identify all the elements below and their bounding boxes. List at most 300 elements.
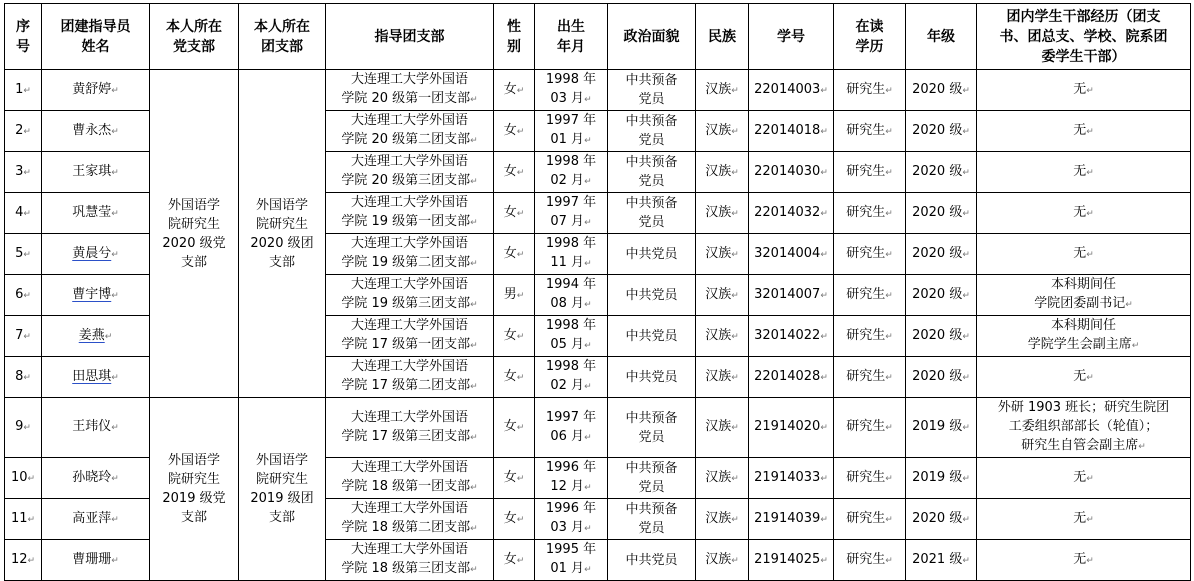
cell-end-mark: ↵ bbox=[111, 167, 119, 178]
cell-end-mark: ↵ bbox=[885, 372, 893, 383]
cell-political-line: 中共党员 bbox=[625, 328, 678, 344]
cell-guided-branch bbox=[326, 540, 494, 581]
cell-education bbox=[834, 398, 906, 458]
cell-student-id-text: 22014003 bbox=[754, 81, 821, 97]
cell-grade-text: 2020 级 bbox=[912, 122, 963, 138]
cell-ethnic bbox=[696, 111, 749, 152]
cell-grade bbox=[906, 398, 977, 458]
cell-student-id-text: 22014030 bbox=[754, 163, 821, 179]
cell-birth-line: 11 月↵ bbox=[550, 255, 592, 270]
cell-end-mark: ↵ bbox=[111, 555, 119, 566]
cell-end-mark: ↵ bbox=[962, 167, 970, 178]
cell-political bbox=[608, 193, 696, 234]
cell-no bbox=[5, 70, 42, 111]
cell-end-mark: ↵ bbox=[962, 85, 970, 96]
cell-gender bbox=[494, 193, 535, 234]
cell-education-text: 研究生 bbox=[846, 469, 886, 485]
cell-student-id-text: 32014022 bbox=[754, 327, 821, 343]
cell-guided-branch-line: 大连理工大学外国语 bbox=[350, 542, 468, 557]
header-col-political-line: 政治面貌 bbox=[623, 28, 680, 45]
cell-end-mark: ↵ bbox=[516, 555, 525, 566]
cell-party-branch bbox=[150, 70, 239, 398]
cell-experience-line: 无↵ bbox=[1073, 204, 1094, 220]
cell-end-mark: ↵ bbox=[111, 290, 119, 301]
cell-birth-line: 1997 年 bbox=[545, 113, 597, 128]
cell-education-text: 研究生 bbox=[846, 551, 886, 567]
cell-gender-text: 女 bbox=[503, 419, 517, 434]
cell-ethnic bbox=[696, 316, 749, 357]
cell-education-text: 研究生 bbox=[846, 81, 886, 97]
cell-birth bbox=[535, 152, 608, 193]
cell-name-text: 高亚萍 bbox=[72, 510, 112, 526]
cell-end-mark: ↵ bbox=[470, 259, 478, 269]
cell-birth-line: 1996 年 bbox=[545, 460, 597, 475]
cell-end-mark: ↵ bbox=[962, 331, 970, 342]
cell-end-mark: ↵ bbox=[885, 290, 893, 301]
cell-experience bbox=[977, 152, 1191, 193]
cell-no-text: 1 bbox=[15, 81, 24, 97]
cell-experience-line: 外研 1903 班长；研究生院团 bbox=[997, 400, 1170, 415]
cell-name-text: 黄舒婷 bbox=[72, 81, 112, 97]
header-col-guided-branch bbox=[326, 4, 494, 70]
cell-ethnic-text: 汉族 bbox=[705, 286, 732, 302]
cell-student-id-text: 22014032 bbox=[754, 204, 821, 220]
cell-grade bbox=[906, 316, 977, 357]
document-page bbox=[4, 3, 1191, 581]
cell-end-mark: ↵ bbox=[23, 423, 31, 433]
cell-end-mark: ↵ bbox=[731, 126, 739, 137]
cell-name-text: 黄晨兮 bbox=[72, 245, 112, 261]
cell-student-id bbox=[749, 275, 834, 316]
header-col-birth-line: 出生 bbox=[557, 18, 585, 35]
cell-birth-line: 06 月↵ bbox=[550, 428, 592, 444]
cell-ethnic-text: 汉族 bbox=[705, 327, 732, 343]
cell-end-mark: ↵ bbox=[111, 473, 119, 484]
cell-league-branch-line: 院研究生 bbox=[255, 216, 308, 232]
cell-end-mark: ↵ bbox=[470, 341, 478, 351]
cell-end-mark: ↵ bbox=[1086, 473, 1094, 484]
cell-grade-text: 2020 级 bbox=[912, 163, 963, 179]
cell-guided-branch-line: 大连理工大学外国语 bbox=[350, 72, 468, 87]
cell-education bbox=[834, 152, 906, 193]
cell-grade bbox=[906, 458, 977, 499]
cell-experience bbox=[977, 316, 1191, 357]
header-col-education-line: 学历 bbox=[855, 38, 884, 55]
cell-name bbox=[42, 152, 150, 193]
cell-name bbox=[42, 234, 150, 275]
cell-end-mark: ↵ bbox=[962, 290, 970, 301]
cell-gender bbox=[494, 70, 535, 111]
cell-political-line: 中共预备 bbox=[625, 114, 678, 129]
cell-end-mark: ↵ bbox=[111, 372, 119, 383]
cell-guided-branch-line: 学院 19 级第三团支部↵ bbox=[341, 296, 478, 311]
cell-end-mark: ↵ bbox=[962, 372, 970, 383]
header-col-league-branch bbox=[239, 4, 326, 70]
cell-name-text: 曹永杰 bbox=[72, 122, 112, 138]
cell-party-branch-line: 支部 bbox=[180, 254, 207, 270]
cell-grade-text: 2020 级 bbox=[912, 286, 963, 302]
cell-end-mark: ↵ bbox=[820, 514, 828, 525]
cell-political bbox=[608, 458, 696, 499]
cell-name-text: 曹珊珊 bbox=[72, 551, 112, 567]
cell-end-mark: ↵ bbox=[111, 423, 119, 433]
cell-name bbox=[42, 193, 150, 234]
cell-guided-branch-line: 学院 19 级第一团支部↵ bbox=[341, 214, 478, 229]
cell-birth bbox=[535, 316, 608, 357]
cell-guided-branch bbox=[326, 275, 494, 316]
cell-name bbox=[42, 398, 150, 458]
cell-end-mark: ↵ bbox=[885, 208, 893, 219]
header-col-gender-line: 性 bbox=[507, 18, 521, 35]
cell-ethnic bbox=[696, 193, 749, 234]
cell-grade-text: 2020 级 bbox=[912, 368, 963, 384]
header-col-gender-line: 别 bbox=[507, 38, 521, 55]
cell-end-mark: ↵ bbox=[820, 331, 828, 342]
header-col-student-id-line: 学号 bbox=[777, 28, 805, 45]
cell-education bbox=[834, 540, 906, 581]
cell-end-mark: ↵ bbox=[885, 126, 893, 137]
cell-end-mark: ↵ bbox=[820, 555, 828, 566]
header-col-education-line: 在读 bbox=[855, 18, 884, 35]
cell-end-mark: ↵ bbox=[584, 432, 592, 443]
cell-gender-text: 女 bbox=[503, 81, 517, 97]
cell-end-mark: ↵ bbox=[885, 473, 893, 484]
cell-birth bbox=[535, 458, 608, 499]
cell-experience bbox=[977, 70, 1191, 111]
cell-birth bbox=[535, 357, 608, 398]
cell-birth-line: 1998 年 bbox=[545, 72, 597, 87]
cell-gender bbox=[494, 152, 535, 193]
cell-end-mark: ↵ bbox=[820, 167, 828, 178]
cell-end-mark: ↵ bbox=[23, 331, 31, 342]
cell-birth-line: 1998 年 bbox=[545, 318, 597, 333]
cell-political bbox=[608, 152, 696, 193]
cell-student-id bbox=[749, 499, 834, 540]
cell-name-text: 王家琪 bbox=[72, 163, 112, 179]
header-col-party-branch-line: 本人所在 bbox=[166, 18, 222, 35]
header-col-experience-line: 书、团总支、学校、院系团 bbox=[999, 28, 1168, 45]
cell-experience bbox=[977, 275, 1191, 316]
cell-end-mark: ↵ bbox=[516, 372, 525, 383]
cell-end-mark: ↵ bbox=[111, 514, 119, 525]
cell-name-text: 孙晓玲 bbox=[72, 469, 112, 485]
cell-education bbox=[834, 316, 906, 357]
cell-end-mark: ↵ bbox=[111, 126, 119, 137]
cell-birth bbox=[535, 111, 608, 152]
cell-birth-line: 05 月↵ bbox=[550, 337, 592, 352]
cell-guided-branch-line: 大连理工大学外国语 bbox=[350, 113, 468, 128]
cell-birth bbox=[535, 499, 608, 540]
cell-political-line: 中共预备 bbox=[625, 73, 678, 88]
cell-no-text: 10 bbox=[10, 469, 28, 485]
cell-political-line: 中共党员 bbox=[625, 287, 678, 303]
cell-student-id bbox=[749, 111, 834, 152]
cell-gender-text: 女 bbox=[503, 204, 517, 220]
cell-experience-line: 无↵ bbox=[1073, 163, 1094, 179]
cell-experience-line: 学院团委副书记↵ bbox=[1034, 296, 1133, 311]
cell-end-mark: ↵ bbox=[516, 208, 525, 219]
cell-political-line: 中共预备 bbox=[625, 196, 678, 211]
header-col-league-branch-line: 本人所在 bbox=[254, 18, 310, 35]
cell-end-mark: ↵ bbox=[885, 555, 893, 566]
cell-end-mark: ↵ bbox=[885, 514, 893, 525]
cell-gender-text: 女 bbox=[503, 163, 517, 179]
cell-end-mark: ↵ bbox=[885, 167, 893, 178]
cell-guided-branch-line: 学院 20 级第二团支部↵ bbox=[341, 132, 478, 147]
header-col-no-line: 号 bbox=[16, 38, 30, 55]
cell-league-branch-line: 2019 级团 bbox=[250, 491, 314, 506]
header-col-party-branch bbox=[150, 4, 239, 70]
cell-political-line: 党员 bbox=[638, 521, 665, 536]
cell-end-mark: ↵ bbox=[731, 473, 739, 484]
cell-education-text: 研究生 bbox=[846, 245, 886, 261]
cell-birth-line: 1994 年 bbox=[545, 277, 597, 292]
cell-experience-line: 本科期间任 bbox=[1050, 318, 1116, 333]
header-col-experience bbox=[977, 4, 1191, 70]
cell-end-mark: ↵ bbox=[584, 341, 592, 351]
cell-grade-text: 2020 级 bbox=[912, 327, 963, 343]
cell-birth-line: 01 月↵ bbox=[550, 132, 592, 147]
cell-experience-line: 无↵ bbox=[1073, 551, 1094, 567]
cell-student-id-text: 21914033 bbox=[754, 469, 821, 485]
cell-guided-branch-line: 大连理工大学外国语 bbox=[350, 236, 468, 251]
cell-political bbox=[608, 357, 696, 398]
cell-ethnic-text: 汉族 bbox=[705, 510, 732, 526]
cell-league-branch-line: 支部 bbox=[268, 254, 295, 270]
cell-grade bbox=[906, 357, 977, 398]
cell-education bbox=[834, 357, 906, 398]
cell-ethnic-text: 汉族 bbox=[705, 204, 732, 220]
cell-league-branch-line: 院研究生 bbox=[255, 472, 308, 487]
cell-political bbox=[608, 111, 696, 152]
cell-gender-text: 女 bbox=[503, 469, 517, 485]
cell-birth bbox=[535, 398, 608, 458]
cell-end-mark: ↵ bbox=[820, 473, 828, 484]
cell-no bbox=[5, 193, 42, 234]
cell-student-id bbox=[749, 234, 834, 275]
cell-end-mark: ↵ bbox=[470, 524, 478, 534]
cell-experience bbox=[977, 193, 1191, 234]
header-col-birth-line: 年月 bbox=[557, 38, 585, 55]
cell-end-mark: ↵ bbox=[1086, 126, 1094, 137]
cell-guided-branch-line: 大连理工大学外国语 bbox=[350, 318, 468, 333]
cell-no bbox=[5, 499, 42, 540]
cell-end-mark: ↵ bbox=[584, 136, 592, 146]
cell-experience-line: 无↵ bbox=[1073, 469, 1094, 485]
cell-birth-line: 01 月↵ bbox=[550, 561, 592, 576]
cell-no-text: 2 bbox=[15, 122, 24, 138]
cell-end-mark: ↵ bbox=[1086, 514, 1094, 525]
cell-end-mark: ↵ bbox=[584, 95, 592, 105]
cell-end-mark: ↵ bbox=[470, 136, 478, 146]
cell-guided-branch-line: 学院 17 级第一团支部↵ bbox=[341, 337, 478, 352]
cell-gender bbox=[494, 234, 535, 275]
cell-student-id-text: 32014007 bbox=[754, 286, 821, 302]
cell-guided-branch bbox=[326, 499, 494, 540]
cell-ethnic-text: 汉族 bbox=[705, 81, 732, 97]
cell-guided-branch bbox=[326, 316, 494, 357]
cell-league-branch-line: 外国语学 bbox=[255, 453, 308, 468]
cell-birth-line: 03 月↵ bbox=[550, 91, 592, 106]
cell-education bbox=[834, 458, 906, 499]
cell-end-mark: ↵ bbox=[470, 177, 478, 187]
cell-end-mark: ↵ bbox=[516, 514, 525, 525]
cell-gender-text: 女 bbox=[503, 122, 517, 138]
cell-ethnic-text: 汉族 bbox=[705, 163, 732, 179]
cell-guided-branch-line: 大连理工大学外国语 bbox=[350, 460, 468, 475]
cell-student-id-text: 32014004 bbox=[754, 245, 821, 261]
cell-birth-line: 1998 年 bbox=[545, 236, 597, 251]
cell-no-text: 8 bbox=[15, 368, 24, 384]
cell-no bbox=[5, 357, 42, 398]
table-row bbox=[5, 70, 1191, 111]
cell-education bbox=[834, 193, 906, 234]
cell-student-id bbox=[749, 193, 834, 234]
cell-ethnic-text: 汉族 bbox=[705, 368, 732, 384]
cell-guided-branch-line: 学院 17 级第三团支部↵ bbox=[341, 428, 478, 444]
cell-end-mark: ↵ bbox=[820, 85, 828, 96]
cell-political bbox=[608, 275, 696, 316]
cell-grade bbox=[906, 193, 977, 234]
cell-education-text: 研究生 bbox=[846, 163, 886, 179]
cell-ethnic bbox=[696, 398, 749, 458]
cell-guided-branch-line: 大连理工大学外国语 bbox=[350, 501, 468, 516]
cell-party-branch-line: 院研究生 bbox=[167, 472, 220, 487]
cell-education bbox=[834, 499, 906, 540]
cell-student-id-text: 21914020 bbox=[754, 419, 821, 434]
header-col-no bbox=[5, 4, 42, 70]
cell-guided-branch-line: 学院 20 级第三团支部↵ bbox=[341, 173, 478, 188]
cell-student-id-text: 21914039 bbox=[754, 510, 821, 526]
cell-education bbox=[834, 111, 906, 152]
cell-no-text: 9 bbox=[15, 419, 24, 434]
header-col-experience-line: 团内学生干部经历（团支 bbox=[1006, 8, 1161, 25]
cell-gender bbox=[494, 275, 535, 316]
cell-birth-line: 1997 年 bbox=[545, 409, 597, 425]
cell-guided-branch bbox=[326, 398, 494, 458]
cell-education bbox=[834, 234, 906, 275]
cell-end-mark: ↵ bbox=[962, 473, 970, 484]
cell-birth bbox=[535, 275, 608, 316]
cell-grade bbox=[906, 70, 977, 111]
cell-guided-branch bbox=[326, 458, 494, 499]
cell-ethnic-text: 汉族 bbox=[705, 551, 732, 567]
cell-education bbox=[834, 275, 906, 316]
cell-end-mark: ↵ bbox=[1086, 555, 1094, 566]
cell-end-mark: ↵ bbox=[23, 249, 31, 260]
cell-grade bbox=[906, 111, 977, 152]
cell-education bbox=[834, 70, 906, 111]
cell-gender bbox=[494, 398, 535, 458]
cell-grade bbox=[906, 152, 977, 193]
header-col-political bbox=[608, 4, 696, 70]
cell-end-mark: ↵ bbox=[962, 208, 970, 219]
cell-league-branch bbox=[239, 398, 326, 581]
cell-league-branch-line: 外国语学 bbox=[255, 197, 308, 213]
cell-end-mark: ↵ bbox=[731, 372, 739, 383]
cell-experience bbox=[977, 540, 1191, 581]
cell-student-id bbox=[749, 357, 834, 398]
cell-gender-text: 男 bbox=[503, 286, 517, 302]
cell-guided-branch-line: 大连理工大学外国语 bbox=[350, 154, 468, 169]
cell-student-id bbox=[749, 70, 834, 111]
cell-end-mark: ↵ bbox=[1086, 208, 1094, 219]
header-col-birth bbox=[535, 4, 608, 70]
header-col-student-id bbox=[749, 4, 834, 70]
header-col-no-line: 序 bbox=[16, 18, 30, 35]
cell-end-mark: ↵ bbox=[111, 85, 119, 96]
header-col-name bbox=[42, 4, 150, 70]
mentor-table bbox=[4, 3, 1191, 581]
cell-political-line: 中共党员 bbox=[625, 552, 678, 568]
cell-end-mark: ↵ bbox=[731, 423, 739, 433]
cell-education-text: 研究生 bbox=[846, 419, 886, 434]
cell-political bbox=[608, 316, 696, 357]
cell-end-mark: ↵ bbox=[731, 167, 739, 178]
cell-experience bbox=[977, 111, 1191, 152]
cell-gender-text: 女 bbox=[503, 551, 517, 567]
cell-name-text: 王玮仪 bbox=[72, 419, 112, 434]
cell-education-text: 研究生 bbox=[846, 368, 886, 384]
cell-party-branch bbox=[150, 398, 239, 581]
cell-political bbox=[608, 499, 696, 540]
cell-student-id-text: 22014028 bbox=[754, 368, 821, 384]
cell-guided-branch-line: 学院 19 级第二团支部↵ bbox=[341, 255, 478, 270]
cell-no bbox=[5, 458, 42, 499]
cell-end-mark: ↵ bbox=[584, 300, 592, 310]
cell-no bbox=[5, 398, 42, 458]
cell-political-line: 党员 bbox=[638, 215, 665, 230]
cell-experience bbox=[977, 234, 1191, 275]
cell-birth bbox=[535, 70, 608, 111]
cell-end-mark: ↵ bbox=[962, 514, 970, 525]
cell-party-branch-line: 2020 级党 bbox=[162, 235, 226, 251]
cell-end-mark: ↵ bbox=[731, 331, 739, 342]
cell-name-text: 田思琪 bbox=[72, 368, 112, 384]
cell-no bbox=[5, 316, 42, 357]
cell-end-mark: ↵ bbox=[1125, 300, 1133, 310]
cell-grade bbox=[906, 540, 977, 581]
cell-name bbox=[42, 458, 150, 499]
cell-end-mark: ↵ bbox=[1138, 442, 1146, 452]
cell-no-text: 12 bbox=[10, 551, 28, 567]
cell-experience-line: 无↵ bbox=[1073, 245, 1094, 261]
cell-experience bbox=[977, 458, 1191, 499]
cell-political bbox=[608, 398, 696, 458]
cell-education-text: 研究生 bbox=[846, 510, 886, 526]
header-col-party-branch-line: 党支部 bbox=[173, 38, 215, 55]
cell-gender bbox=[494, 357, 535, 398]
cell-gender bbox=[494, 111, 535, 152]
table-row bbox=[5, 398, 1191, 458]
cell-birth-line: 1997 年 bbox=[545, 195, 597, 210]
cell-guided-branch bbox=[326, 70, 494, 111]
cell-end-mark: ↵ bbox=[516, 423, 525, 433]
cell-end-mark: ↵ bbox=[470, 432, 478, 443]
cell-gender bbox=[494, 316, 535, 357]
header-row bbox=[5, 4, 1191, 70]
cell-gender bbox=[494, 458, 535, 499]
header-col-gender bbox=[494, 4, 535, 70]
cell-end-mark: ↵ bbox=[731, 85, 739, 96]
cell-birth bbox=[535, 540, 608, 581]
cell-birth-line: 08 月↵ bbox=[550, 296, 592, 311]
cell-no bbox=[5, 111, 42, 152]
cell-end-mark: ↵ bbox=[820, 208, 828, 219]
cell-political-line: 党员 bbox=[638, 133, 665, 148]
cell-end-mark: ↵ bbox=[885, 331, 893, 342]
cell-political-line: 中共党员 bbox=[625, 246, 678, 262]
